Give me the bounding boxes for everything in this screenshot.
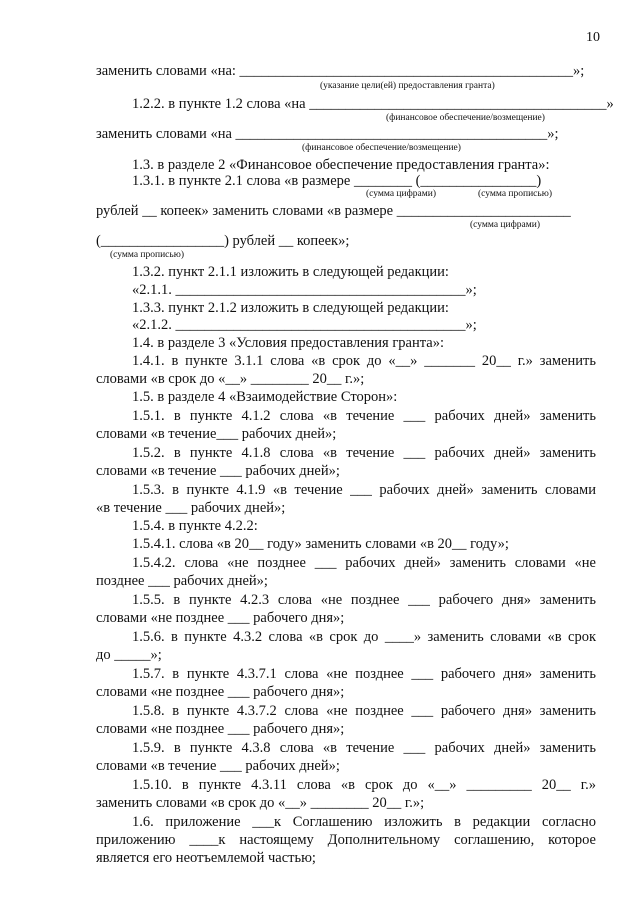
text-line-18: 1.5.2. в пункте 4.1.8 слова «в течение ___ рабочих дней» заменить — [132, 445, 596, 461]
text-line-39: приложению ____к настоящему Дополнительному соглашению, которое — [96, 832, 596, 848]
caption-financing-2: (финансовое обеспечение/возмещение) — [302, 143, 461, 153]
caption-sum-words-2: (сумма прописью) — [110, 250, 184, 260]
text-line-7: (_________________) рублей __ копеек»; — [96, 233, 350, 249]
text-line-3: заменить словами «на ___________________________________________»; — [96, 126, 559, 142]
text-line-30: 1.5.7. в пункте 4.3.7.1 слова «не позднее ___ рабочего дня» заменить — [132, 666, 596, 682]
text-line-37: заменить словами «в срок до «__» ________ 20__ г.»; — [96, 795, 425, 811]
text-line-34: 1.5.9. в пункте 4.3.8 слова «в течение ___ рабочих дней» заменить — [132, 740, 596, 756]
text-line-4: 1.3. в разделе 2 «Финансовое обеспечение предоставления гранта»: — [132, 157, 550, 173]
text-line-5: 1.3.1. в пункте 2.1 слова «в размере ________ (________________) — [132, 173, 542, 189]
text-line-25: позднее ___ рабочих дней»; — [96, 573, 268, 589]
text-line-11: «2.1.2. ________________________________________»; — [132, 317, 477, 333]
text-line-1: заменить словами «на: ______________________________________________»; — [96, 63, 585, 79]
text-line-6: рублей __ копеек» заменить словами «в размере ________________________ — [96, 203, 571, 219]
text-line-36: 1.5.10. в пункте 4.3.11 слова «в срок до «__» _________ 20__ г.» — [132, 777, 596, 793]
text-line-24: 1.5.4.2. слова «не позднее ___ рабочих дней» заменить словами «не — [132, 555, 596, 571]
text-line-31: словами «не позднее ___ рабочего дня»; — [96, 684, 345, 700]
text-line-26: 1.5.5. в пункте 4.2.3 слова «не позднее ___ рабочего дня» заменить — [132, 592, 596, 608]
text-line-2: 1.2.2. в пункте 1.2 слова «на _________________________________________» — [132, 96, 614, 112]
text-line-21: «в течение ___ рабочих дней»; — [96, 500, 286, 516]
text-line-40: является его неотъемлемой частью; — [96, 850, 316, 866]
caption-sum-digits-2: (сумма цифрами) — [470, 220, 540, 230]
text-line-8: 1.3.2. пункт 2.1.1 изложить в следующей редакции: — [132, 264, 449, 280]
caption-sum-words-1: (сумма прописью) — [478, 189, 552, 199]
text-line-27: словами «не позднее ___ рабочего дня»; — [96, 610, 345, 626]
text-line-9: «2.1.1. ________________________________________»; — [132, 282, 477, 298]
text-line-32: 1.5.8. в пункте 4.3.7.2 слова «не позднее ___ рабочего дня» заменить — [132, 703, 596, 719]
text-line-22: 1.5.4. в пункте 4.2.2: — [132, 518, 258, 534]
text-line-17: словами «в течение___ рабочих дней»; — [96, 426, 337, 442]
text-line-12: 1.4. в разделе 3 «Условия предоставления гранта»: — [132, 335, 444, 351]
caption-financing-1: (финансовое обеспечение/возмещение) — [386, 113, 545, 123]
text-line-14: словами «в срок до «__» ________ 20__ г.»; — [96, 371, 365, 387]
caption-sum-digits-1: (сумма цифрами) — [366, 189, 436, 199]
text-line-16: 1.5.1. в пункте 4.1.2 слова «в течение ___ рабочих дней» заменить — [132, 408, 596, 424]
text-line-28: 1.5.6. в пункте 4.3.2 слова «в срок до ____» заменить словами «в срок — [132, 629, 596, 645]
text-line-38: 1.6. приложение ___к Соглашению изложить в редакции согласно — [132, 814, 596, 830]
text-line-33: словами «не позднее ___ рабочего дня»; — [96, 721, 345, 737]
text-line-13: 1.4.1. в пункте 3.1.1 слова «в срок до «__» _______ 20__ г.» заменить — [132, 353, 596, 369]
page-number: 10 — [586, 30, 600, 45]
text-line-29: до _____»; — [96, 647, 162, 663]
text-line-23: 1.5.4.1. слова «в 20__ году» заменить словами «в 20__ году»; — [132, 536, 509, 552]
text-line-35: словами «в течение ___ рабочих дней»; — [96, 758, 340, 774]
caption-grant-purpose: (указание цели(ей) предоставления гранта) — [320, 81, 495, 91]
text-line-10: 1.3.3. пункт 2.1.2 изложить в следующей редакции: — [132, 300, 449, 316]
text-line-19: словами «в течение ___ рабочих дней»; — [96, 463, 340, 479]
text-line-20: 1.5.3. в пункте 4.1.9 «в течение ___ рабочих дней» заменить словами — [132, 482, 596, 498]
text-line-15: 1.5. в разделе 4 «Взаимодействие Сторон»: — [132, 389, 398, 405]
